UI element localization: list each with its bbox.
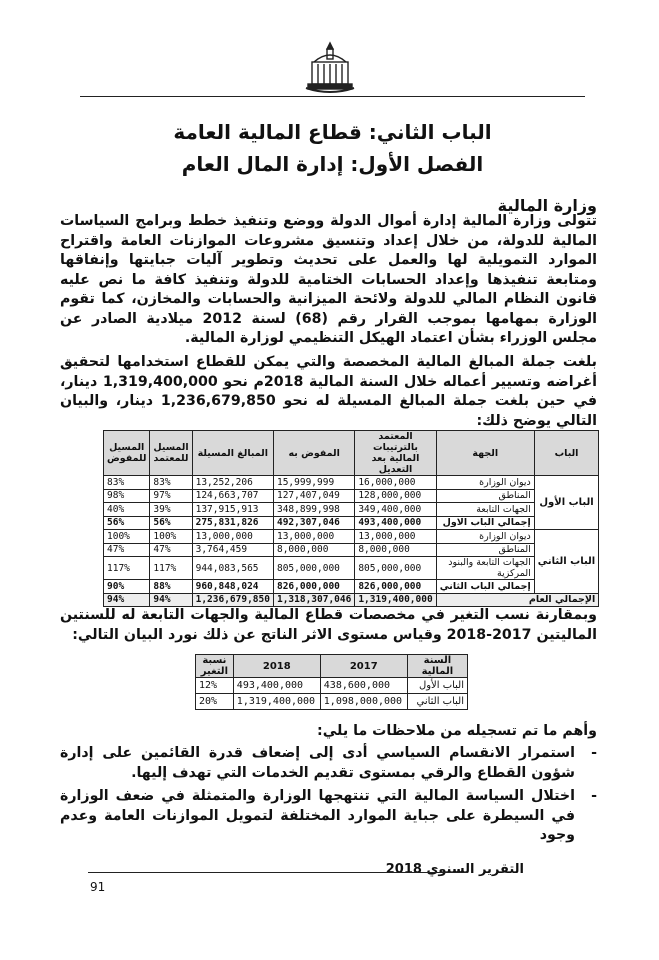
table-total-row (104, 580, 599, 594)
table-cell: 1,319,400,000 (355, 593, 436, 607)
table-cell: الباب الأول (407, 678, 467, 694)
table-cell: 8,000,000 (273, 543, 354, 557)
table-cell: 13,000,000 (273, 530, 354, 544)
table-row (104, 530, 599, 544)
chapter-title: الفصل الأول: إدارة المال العام (181, 152, 484, 176)
table-cell: 8,000,000 (355, 543, 436, 557)
table-cell: 1,236,679,850 (192, 593, 273, 607)
table-cell: 98% (104, 489, 150, 503)
table-cell: 56% (104, 516, 150, 530)
list-item (60, 744, 597, 783)
table-cell: 117% (104, 557, 150, 580)
table-cell: إجمالي الباب الثاني (436, 580, 534, 594)
table-cell: 12% (196, 678, 234, 694)
table-cell: 493,400,000 (233, 678, 320, 694)
table-cell: المناطق (436, 489, 534, 503)
table-cell: 13,000,000 (355, 530, 436, 544)
table-cell: إجمالي الباب الاول (436, 516, 534, 530)
table-cell: 275,831,826 (192, 516, 273, 530)
col-disbursed: المبالغ المسيلة (192, 431, 273, 476)
table-cell: الباب الثاني (407, 694, 467, 710)
list-item (60, 787, 597, 846)
table-cell: 944,083,565 (192, 557, 273, 580)
table-cell: 492,307,046 (273, 516, 354, 530)
table-row (196, 678, 468, 694)
table-cell: 40% (104, 503, 150, 517)
table-header-row (104, 431, 599, 476)
table-row (104, 489, 599, 503)
table-cell: الإجمالي العام (436, 593, 599, 607)
table-cell: 83% (104, 476, 150, 490)
table-cell: 1,319,400,000 (233, 694, 320, 710)
col-2018: 2018 (233, 655, 320, 678)
table-cell: الجهات التابعة والبنود المركزية (436, 557, 534, 580)
table-cell: 117% (150, 557, 192, 580)
comparison-paragraph: وبمقارنة نسب التغير في مخصصات قطاع المالية والجهات التابعة له للسنتين الماليتين 2017-2018 وقياس مستوى الاثر الناتج عن ذلك نورد البيان التالي: (60, 607, 597, 643)
col-chapter: الباب (534, 431, 598, 476)
bullet-text: اختلال السياسة المالية التي تنتهجها الوزارة والمتمثلة في ضعف الوزارة في السيطرة على جباية الموارد المختلفة لتمويل الموازنات العامة وعدم وجود (60, 788, 575, 843)
col-pct-approved: المسيل للمعتمد (150, 431, 192, 476)
table-grand-total-row (104, 593, 599, 607)
table-total-row (104, 516, 599, 530)
table-cell: 13,252,206 (192, 476, 273, 490)
chapter-cell: الباب الثاني (534, 530, 598, 594)
table-cell: 3,764,459 (192, 543, 273, 557)
table-row (104, 557, 599, 580)
table-cell: 39% (150, 503, 192, 517)
table-cell: 15,999,999 (273, 476, 354, 490)
col-authorized: المفوض به (273, 431, 354, 476)
table-cell: 960,848,024 (192, 580, 273, 594)
table-cell: 137,915,913 (192, 503, 273, 517)
table-row (104, 543, 599, 557)
table-cell: 20% (196, 694, 234, 710)
table-cell: 128,000,000 (355, 489, 436, 503)
table-cell: ديوان الوزارة (436, 476, 534, 490)
table-row (104, 476, 599, 490)
table-cell: 47% (150, 543, 192, 557)
table-cell: ديوان الوزارة (436, 530, 534, 544)
page-number: 91 (90, 880, 106, 894)
table-cell: 348,899,998 (273, 503, 354, 517)
header-rule (80, 96, 585, 97)
table-cell: 349,400,000 (355, 503, 436, 517)
table-cell: 805,000,000 (273, 557, 354, 580)
table-cell: 100% (150, 530, 192, 544)
footer-title: التقرير السنوي 2018 (385, 862, 524, 877)
table-cell: 83% (150, 476, 192, 490)
bullet-text: استمرار الانقسام السياسي أدى إلى إضعاف قدرة القائمين على إدارة شؤون القطاع والرقي بمستوى تقديم الخدمات التي تهدف إليها. (60, 745, 575, 781)
allocations-table (103, 430, 599, 607)
col-change: نسبة التغير (196, 655, 234, 678)
table-cell: 47% (104, 543, 150, 557)
table-cell: 88% (150, 580, 192, 594)
intro-paragraph: تتولى وزارة المالية إدارة أموال الدولة ووضع وتنفيذ خطط وبرامج السياسات المالية للدولة، من خلال إعداد وتنسيق مشروعات الموازنات العامة واقتراح الموارد التمويلية لها والعمل على تحديث وتطوير آليات جبايتها وإنفاقها ومتابعة تنفيذها وإعداد الحسابات الختامية للدولة وتنفيذ كافة ما نص عليه قانون النظام المالي للدولة ولائحة الميزانية والحسابات والمخازن، كما تقوم الوزارة بمهامها بموجب القرار رقم (68) لسنة 2012 ميلادية الصادر عن مجلس الوزراء بشأن اعتماد الهيكل التنظيمي لوزارة المالية. (60, 213, 597, 346)
col-entity: الجهة (436, 431, 534, 476)
bullet-dash: - (591, 745, 597, 761)
part-title: الباب الثاني: قطاع المالية العامة (173, 120, 492, 144)
table-cell: 805,000,000 (355, 557, 436, 580)
col-year: السنة المالية (407, 655, 467, 678)
bullet-dash: - (591, 788, 597, 804)
notes-intro: وأهم ما تم تسجيله من ملاحظات ما يلي: (317, 723, 597, 739)
footer-rule (88, 872, 468, 873)
ministry-seal-icon (300, 40, 360, 98)
table-cell: 127,407,049 (273, 489, 354, 503)
section-heading: وزارة المالية (497, 196, 597, 215)
table-cell: 13,000,000 (192, 530, 273, 544)
table-cell: 94% (150, 593, 192, 607)
table-cell: المناطق (436, 543, 534, 557)
allocations-paragraph: بلغت جملة المبالغ المالية المخصصة والتي يمكن للقطاع استخدامها لتحقيق أغراضه وتسيير أعماله خلال السنة المالية 2018م نحو 1,319,400,000 دينار، في حين بلغت جملة المبالغ المسيلة له نحو 1,236,679,850 دينار، والبيان التالي يوضح ذلك: (60, 354, 597, 429)
table-cell: 94% (104, 593, 150, 607)
col-pct-authorized: المسيل للمفوض (104, 431, 150, 476)
table-cell: 1,098,000,000 (320, 694, 407, 710)
table-cell: الجهات التابعة (436, 503, 534, 517)
table-cell: 100% (104, 530, 150, 544)
chapter-cell: الباب الأول (534, 476, 598, 530)
table-cell: 438,600,000 (320, 678, 407, 694)
table-cell: 826,000,000 (273, 580, 354, 594)
col-2017: 2017 (320, 655, 407, 678)
table-cell: 90% (104, 580, 150, 594)
table-cell: 493,400,000 (355, 516, 436, 530)
table-cell: 16,000,000 (355, 476, 436, 490)
table-row (196, 694, 468, 710)
table-cell: 97% (150, 489, 192, 503)
table-cell: 124,663,707 (192, 489, 273, 503)
table-row (104, 503, 599, 517)
table-header-row (196, 655, 468, 678)
change-table (195, 654, 468, 710)
table-cell: 56% (150, 516, 192, 530)
table-cell: 826,000,000 (355, 580, 436, 594)
table-cell: 1,318,307,046 (273, 593, 354, 607)
col-approved: المعتمد بالترتيبات المالية بعد التعديل (355, 431, 436, 476)
